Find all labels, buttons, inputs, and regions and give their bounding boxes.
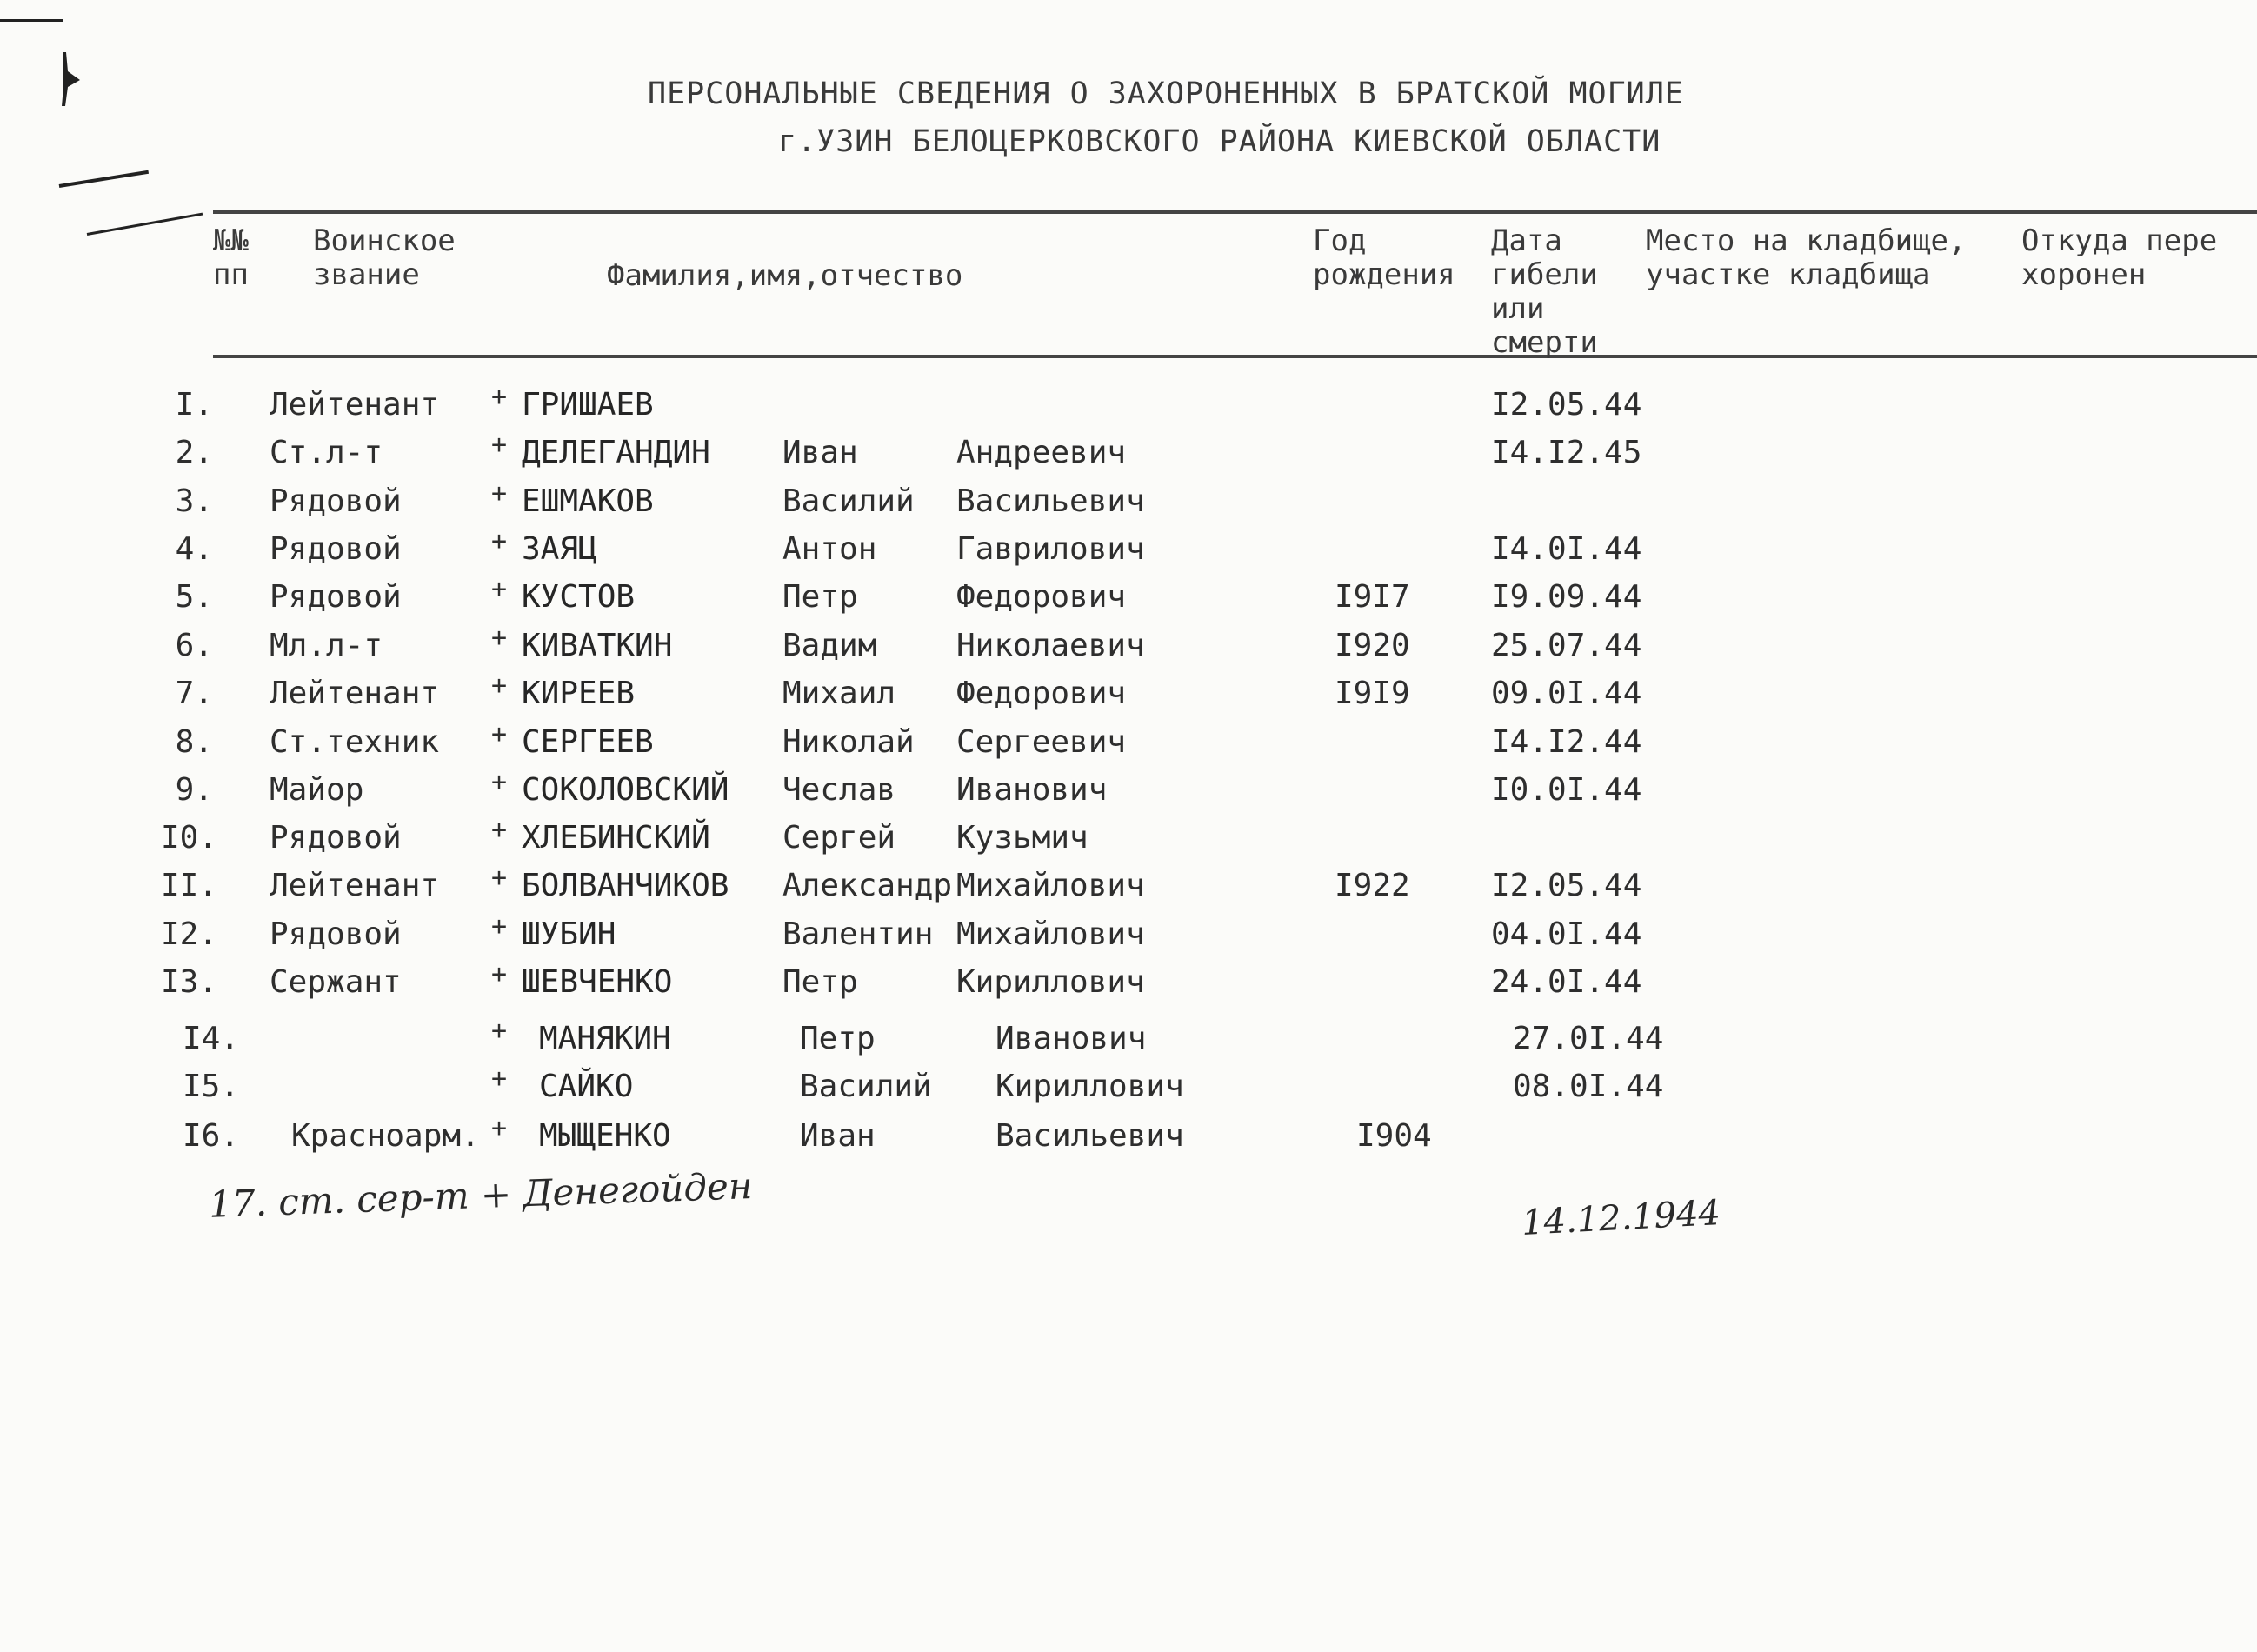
cross-mark: +: [491, 670, 508, 701]
row-number: I3.: [161, 964, 218, 1000]
birth-year: I9I9: [1335, 676, 1410, 711]
death-date: I4.0I.44: [1491, 531, 1642, 567]
death-date: I2.05.44: [1491, 387, 1642, 423]
row-number: 8.: [175, 724, 213, 760]
death-date: I4.I2.44: [1491, 724, 1642, 760]
surname: ХЛЕБИНСКИЙ: [522, 820, 710, 856]
surname: ШЕВЧЕНКО: [522, 964, 673, 1000]
header-death-date: Дата гибели или смерти: [1491, 223, 1598, 360]
handwritten-row-17: 17. ст. сер-т + Денегойден: [208, 1164, 754, 1226]
military-rank: Сержант: [270, 964, 402, 1000]
table-row: [0, 863, 2257, 913]
row-number: II.: [161, 868, 218, 903]
margin-stroke: [59, 170, 149, 188]
military-rank: Рядовой: [270, 531, 402, 567]
first-name: Сергей: [782, 820, 896, 856]
row-number: I4.: [183, 1021, 240, 1056]
patronymic: Федорович: [956, 676, 1127, 711]
surname: КИРЕЕВ: [522, 676, 636, 711]
table-row: [0, 911, 2257, 962]
surname: МАНЯКИН: [539, 1021, 671, 1056]
first-name: Чеслав: [782, 772, 896, 808]
patronymic: Васильевич: [956, 483, 1145, 519]
cross-mark: +: [491, 767, 508, 797]
table-row: [0, 574, 2257, 624]
patronymic: Михайлович: [956, 868, 1145, 903]
death-date: I2.05.44: [1491, 868, 1642, 903]
cross-mark: +: [491, 526, 508, 556]
surname: БОЛВАНЧИКОВ: [522, 868, 729, 903]
table-row: [0, 1063, 2257, 1114]
cross-mark: +: [491, 959, 508, 989]
death-date: 27.0I.44: [1513, 1021, 1664, 1056]
surname: ШУБИН: [522, 916, 616, 952]
table-row: [0, 478, 2257, 529]
table-row: [0, 959, 2257, 1009]
patronymic: Кириллович: [995, 1069, 1184, 1104]
surname: КУСТОВ: [522, 579, 636, 615]
table-row: [0, 623, 2257, 673]
military-rank: Ст.техник: [270, 724, 440, 760]
death-date: 24.0I.44: [1491, 964, 1642, 1000]
patronymic: Гаврилович: [956, 531, 1145, 567]
handwritten-date: 14.12.1944: [1520, 1193, 1722, 1243]
first-name: Петр: [800, 1021, 876, 1056]
military-rank: Ст.л-т: [270, 435, 383, 470]
cross-mark: +: [491, 478, 508, 509]
table-row: [0, 815, 2257, 865]
table-row: [0, 670, 2257, 721]
cross-mark: +: [491, 1016, 508, 1046]
header-name: Фамилия,имя,отчество: [607, 258, 963, 293]
birth-year: I904: [1356, 1118, 1432, 1154]
cross-mark: +: [491, 623, 508, 653]
row-number: 7.: [175, 676, 213, 711]
cross-mark: +: [491, 719, 508, 749]
first-name: Вадим: [782, 628, 877, 663]
cross-mark: +: [491, 430, 508, 460]
patronymic: Сергеевич: [956, 724, 1127, 760]
table-row: [0, 430, 2257, 480]
death-date: 09.0I.44: [1491, 676, 1642, 711]
surname: МЫЩЕНКО: [539, 1118, 671, 1154]
cross-mark: +: [491, 382, 508, 412]
patronymic: Федорович: [956, 579, 1127, 615]
row-number: 2.: [175, 435, 213, 470]
surname: СОКОЛОВСКИЙ: [522, 772, 729, 808]
header-reburied-from: Откуда пере хоронен: [2021, 223, 2218, 292]
patronymic: Иванович: [995, 1021, 1147, 1056]
cross-mark: +: [491, 911, 508, 942]
patronymic: Васильевич: [995, 1118, 1184, 1154]
patronymic: Иванович: [956, 772, 1108, 808]
table-row: [0, 1016, 2257, 1066]
military-rank: Лейтенант: [270, 387, 440, 423]
surname: ДЕЛЕГАНДИН: [522, 435, 710, 470]
table-header-rule: [213, 355, 2257, 358]
table-top-rule: [213, 210, 2257, 214]
cross-mark: +: [491, 1113, 508, 1143]
death-date: I9.09.44: [1491, 579, 1642, 615]
surname: КИВАТКИН: [522, 628, 673, 663]
military-rank: Майор: [270, 772, 364, 808]
patronymic: Кириллович: [956, 964, 1145, 1000]
first-name: Василий: [782, 483, 915, 519]
military-rank: Рядовой: [270, 579, 402, 615]
surname: САЙКО: [539, 1069, 634, 1104]
surname: ЗАЯЦ: [522, 531, 597, 567]
surname: ГРИШАЕВ: [522, 387, 654, 423]
first-name: Петр: [782, 964, 858, 1000]
first-name: Петр: [782, 579, 858, 615]
table-row: [0, 382, 2257, 432]
patronymic: Андреевич: [956, 435, 1127, 470]
death-date: I4.I2.45: [1491, 435, 1642, 470]
cross-mark: +: [491, 574, 508, 604]
first-name: Василий: [800, 1069, 932, 1104]
military-rank: Рядовой: [270, 916, 402, 952]
header-num: №№ пп: [213, 223, 249, 292]
row-number: I2.: [161, 916, 218, 952]
row-number: 5.: [175, 579, 213, 615]
surname: СЕРГЕЕВ: [522, 724, 654, 760]
row-number: I0.: [161, 820, 218, 856]
row-number: I6.: [183, 1118, 240, 1154]
death-date: 25.07.44: [1491, 628, 1642, 663]
first-name: Михаил: [782, 676, 896, 711]
table-row: [0, 526, 2257, 576]
patronymic: Михайлович: [956, 916, 1145, 952]
row-number: 4.: [175, 531, 213, 567]
cross-mark: +: [491, 863, 508, 893]
row-number: 6.: [175, 628, 213, 663]
table-row: [0, 1113, 2257, 1163]
cross-mark: +: [491, 1063, 508, 1094]
first-name: Иван: [782, 435, 858, 470]
row-number: 3.: [175, 483, 213, 519]
margin-mark: [0, 19, 63, 22]
row-number: 9.: [175, 772, 213, 808]
header-cemetery-place: Место на кладбище, участке кладбища: [1646, 223, 1967, 292]
first-name: Антон: [782, 531, 877, 567]
header-birth-year: Год рождения: [1313, 223, 1455, 292]
patronymic: Кузьмич: [956, 820, 1089, 856]
header-rank: Воинское звание: [313, 223, 456, 292]
birth-year: I922: [1335, 868, 1410, 903]
first-name: Валентин: [782, 916, 934, 952]
military-rank: Рядовой: [270, 820, 402, 856]
military-rank: Лейтенант: [270, 676, 440, 711]
row-number: I.: [175, 387, 213, 423]
first-name: Николай: [782, 724, 915, 760]
birth-year: I9I7: [1335, 579, 1410, 615]
cross-mark: +: [491, 815, 508, 845]
military-rank: Красноарм.: [291, 1118, 480, 1154]
death-date: I0.0I.44: [1491, 772, 1642, 808]
row-number: I5.: [183, 1069, 240, 1104]
document-title: ПЕРСОНАЛЬНЫЕ СВЕДЕНИЯ О ЗАХОРОНЕННЫХ В БРАТСКОЙ МОГИЛЕ: [648, 77, 1684, 111]
military-rank: Рядовой: [270, 483, 402, 519]
margin-stroke: [87, 213, 203, 236]
surname: ЕШМАКОВ: [522, 483, 654, 519]
death-date: 04.0I.44: [1491, 916, 1642, 952]
military-rank: Лейтенант: [270, 868, 440, 903]
document-subtitle: г.УЗИН БЕЛОЦЕРКОВСКОГО РАЙОНА КИЕВСКОЙ ОБЛАСТИ: [778, 124, 1661, 159]
birth-year: I920: [1335, 628, 1410, 663]
first-name: Иван: [800, 1118, 876, 1154]
military-rank: Мл.л-т: [270, 628, 383, 663]
patronymic: Николаевич: [956, 628, 1145, 663]
table-row: [0, 719, 2257, 769]
first-name: Александр: [782, 868, 953, 903]
margin-arrow-mark: [61, 52, 80, 106]
death-date: 08.0I.44: [1513, 1069, 1664, 1104]
table-row: [0, 767, 2257, 817]
